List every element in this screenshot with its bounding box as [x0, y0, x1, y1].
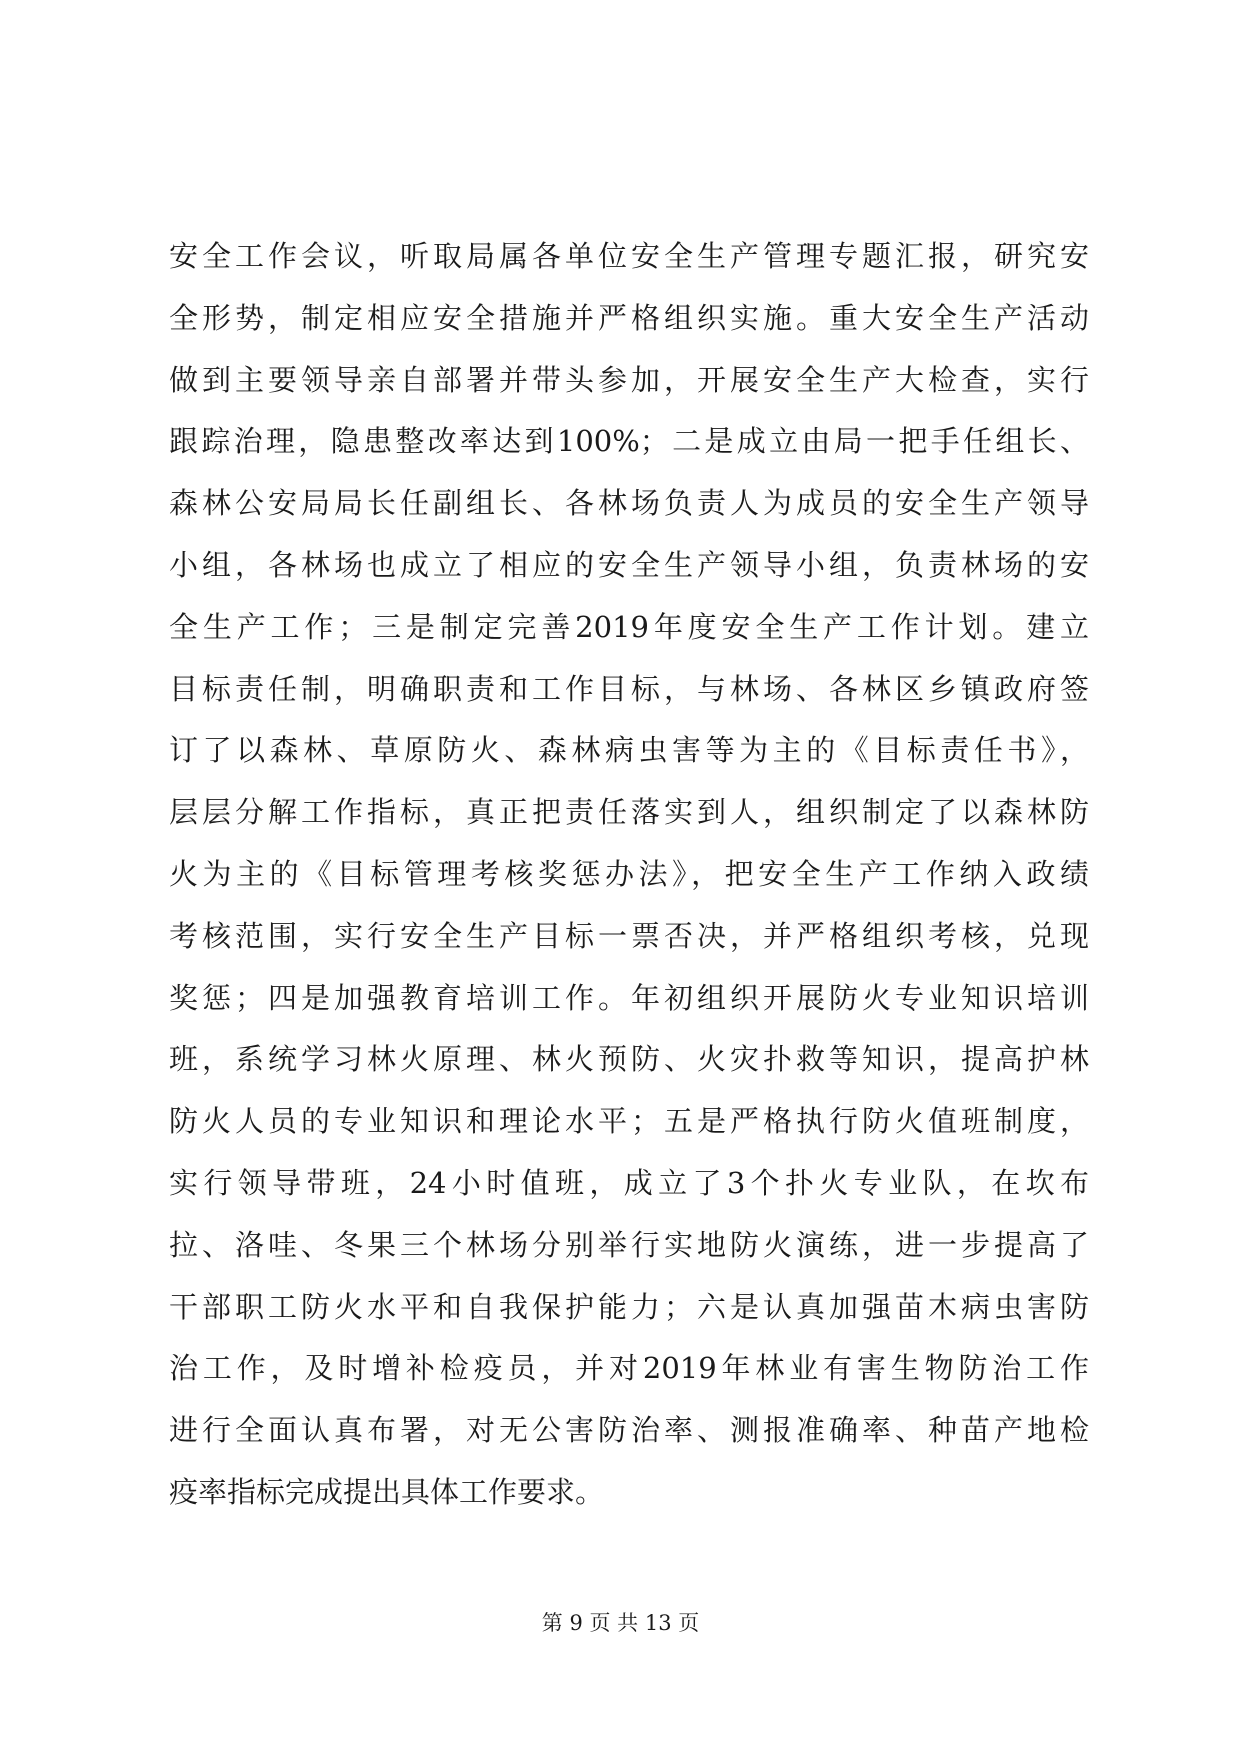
text-line: 全生产工作；三是制定完善2019年度安全生产工作计划。建立	[169, 609, 1089, 644]
text-line-last: 疫率指标完成提出具体工作要求。	[169, 1474, 605, 1509]
text-line: 森林公安局局长任副组长、各林场负责人为成员的安全生产领导	[169, 486, 1089, 521]
body-text	[169, 226, 1089, 1524]
text-line: 安全工作会议，听取局属各单位安全生产管理专题汇报，研究安	[169, 239, 1089, 273]
text-line: 跟踪治理，隐患整改率达到100%；二是成立由局一把手任组长、	[169, 424, 1089, 459]
text-line: 进行全面认真布署，对无公害防治率、测报准确率、种苗产地检	[169, 1413, 1089, 1448]
text-line: 小组，各林场也成立了相应的安全生产领导小组，负责林场的安	[169, 547, 1089, 582]
text-line: 班，系统学习林火原理、林火预防、火灾扑救等知识，提高护林	[169, 1042, 1089, 1077]
text-line: 考核范围，实行安全生产目标一票否决，并严格组织考核，兑现	[169, 918, 1089, 953]
text-line: 层层分解工作指标，真正把责任落实到人，组织制定了以森林防	[169, 795, 1089, 830]
page-number: 第 9 页 共 13 页	[541, 1611, 700, 1635]
text-line: 拉、洛哇、冬果三个林场分别举行实地防火演练，进一步提高了	[169, 1227, 1089, 1262]
text-line: 订了以森林、草原防火、森林病虫害等为主的《目标责任书》，	[169, 733, 1089, 768]
text-line: 做到主要领导亲自部署并带头参加，开展安全生产大检查，实行	[169, 362, 1089, 397]
text-line: 火为主的《目标管理考核奖惩办法》，把安全生产工作纳入政绩	[169, 856, 1089, 891]
text-line: 目标责任制，明确职责和工作目标，与林场、各林区乡镇政府签	[169, 671, 1089, 706]
text-line: 奖惩；四是加强教育培训工作。年初组织开展防火专业知识培训	[169, 980, 1089, 1015]
text-line: 治工作，及时增补检疫员，并对2019年林业有害生物防治工作	[169, 1351, 1089, 1386]
text-line: 实行领导带班，24小时值班，成立了3个扑火专业队，在坎布	[169, 1165, 1089, 1200]
text-line: 防火人员的专业知识和理论水平；五是严格执行防火值班制度，	[169, 1104, 1089, 1139]
text-line: 干部职工防火水平和自我保护能力；六是认真加强苗木病虫害防	[169, 1289, 1089, 1324]
text-line: 全形势，制定相应安全措施并严格组织实施。重大安全生产活动	[169, 300, 1089, 335]
